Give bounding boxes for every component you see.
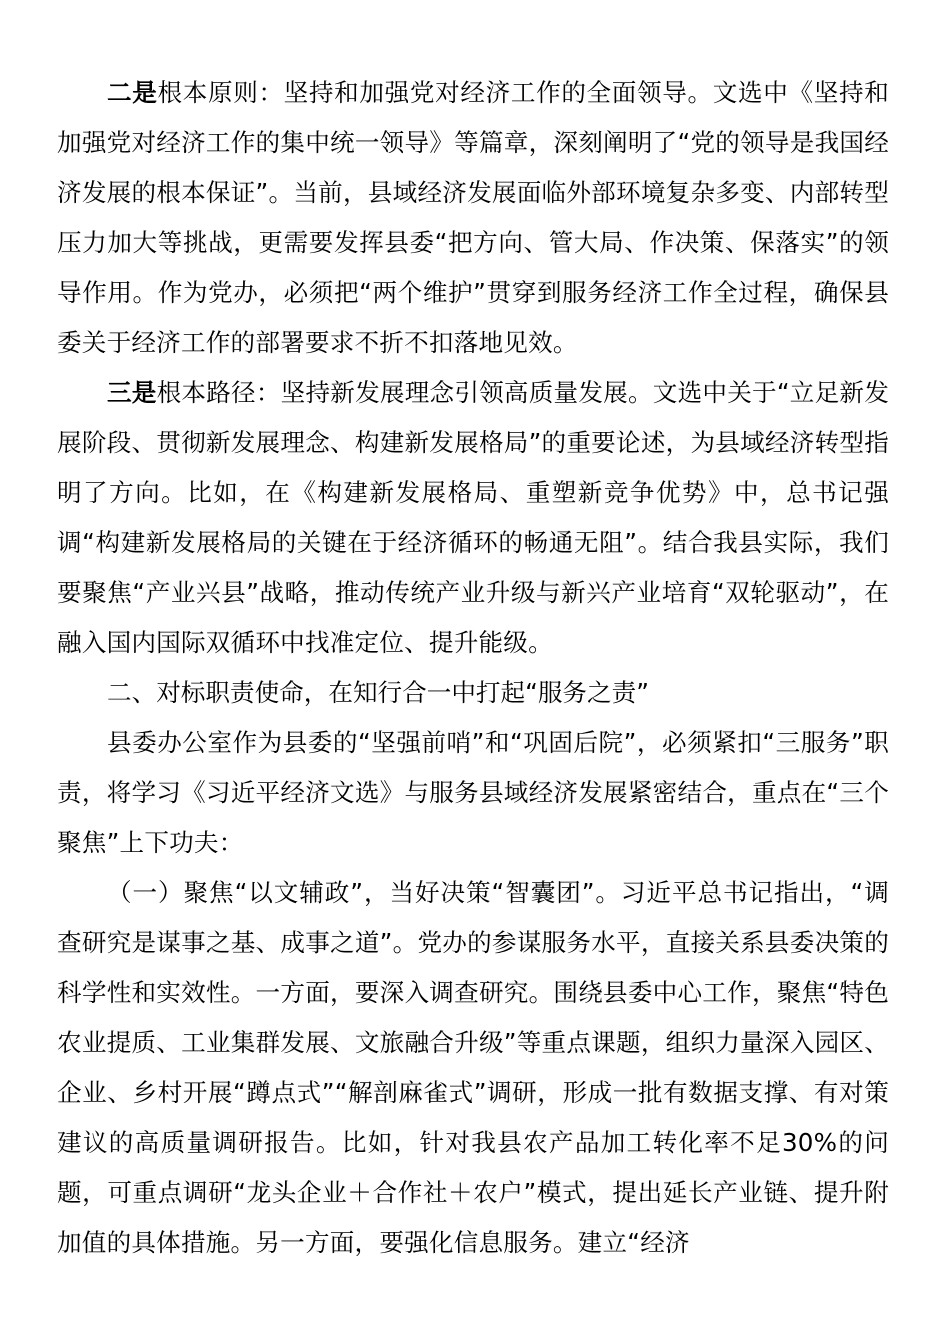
paragraph-text: 根本路径：坚持新发展理念引领高质量发展。文选中关于“立足新发展阶段、贯彻新发展理念、构建新发展格局”的重要论述，为县域经济转型指明了方向。比如，在《构建新发展格局、重塑新竞争优势》中，总书记强调“构建新发展格局的关键在于经济循环的畅通无阻”。结合我县实际，我们要聚焦“产业兴县”战略，推动传统产业升级与新兴产业培育“双轮驱动”，在融入国内国际双循环中找准定位、提升能级。 bbox=[57, 378, 889, 657]
paragraph-focus-one: （一）聚焦“以文辅政”，当好决策“智囊团”。习近平总书记指出，“调查研究是谋事之基、成事之道”。党办的参谋服务水平，直接关系县委决策的科学性和实效性。一方面，要深入调查研究。围绕县委中心工作，聚焦“特色农业提质、工业集群发展、文旅融合升级”等重点课题，组织力量深入园区、企业、乡村开展“蹲点式”“解剖麻雀式”调研，形成一批有数据支撑、有对策建议的高质量调研报告。比如，针对我县农产品加工转化率不足30%的问题，可重点调研“龙头企业＋合作社＋农户”模式，提出延长产业链、提升附加值的具体措施。另一方面，要强化信息服务。建立“经济 bbox=[57, 878, 889, 1257]
paragraph-intro: 县委办公室作为县委的“坚强前哨”和“巩固后院”，必须紧扣“三服务”职责，将学习《习近平经济文选》与服务县域经济发展紧密结合，重点在“三个聚焦”上下功夫： bbox=[57, 728, 889, 857]
paragraph-lead: 三是 bbox=[107, 378, 157, 407]
paragraph-path bbox=[57, 368, 889, 668]
paragraph-principle bbox=[57, 68, 889, 368]
document-page bbox=[57, 68, 889, 1268]
paragraph-lead: 二是 bbox=[107, 78, 158, 107]
paragraph-text: 根本原则：坚持和加强党对经济工作的全面领导。文选中《坚持和加强党对经济工作的集中统一领导》等篇章，深刻阐明了“党的领导是我国经济发展的根本保证”。当前，县域经济发展面临外部环境复杂多变、内部转型压力加大等挑战，更需要发挥县委“把方向、管大局、作决策、保落实”的领导作用。作为党办，必须把“两个维护”贯穿到服务经济工作全过程，确保县委关于经济工作的部署要求不折不扣落地见效。 bbox=[57, 78, 889, 357]
section-heading: 二、对标职责使命，在知行合一中打起“服务之责” bbox=[107, 678, 649, 707]
